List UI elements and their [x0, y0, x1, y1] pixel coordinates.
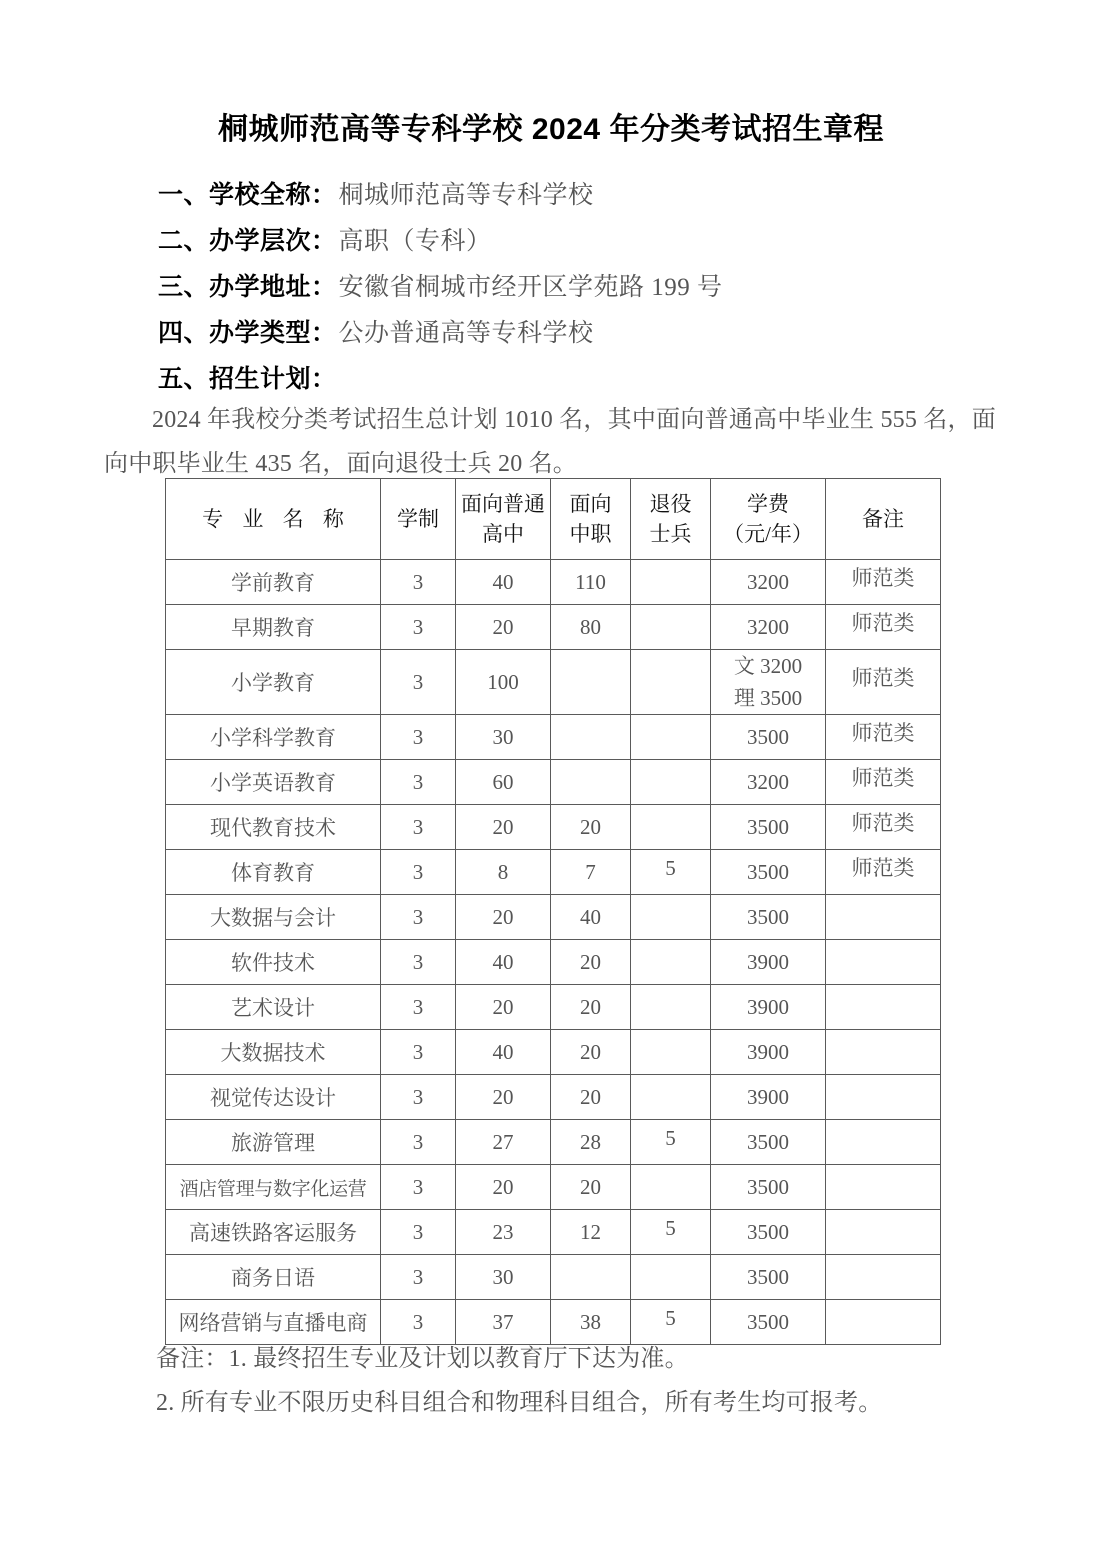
table-row	[166, 760, 941, 805]
table-row	[166, 1075, 941, 1120]
column-header-veteran	[631, 479, 711, 560]
cell-tuition: 3200	[711, 560, 826, 605]
cell-study-length: 3	[381, 560, 456, 605]
cell-veteran-quota	[631, 1255, 711, 1300]
cell-senior-high-quota: 23	[456, 1210, 551, 1255]
table-row	[166, 940, 941, 985]
column-header-senior-high-line2: 高中	[482, 522, 524, 546]
school-info-label: 五、招生计划：	[158, 365, 337, 393]
column-header-major: 专 业 名 称	[166, 479, 381, 560]
cell-veteran-quota	[631, 850, 711, 895]
column-header-veteran-line2: 士兵	[649, 522, 692, 546]
table-row	[166, 985, 941, 1030]
table-row	[166, 1255, 941, 1300]
cell-note	[826, 560, 941, 605]
school-info-value: 高职（专科）	[338, 228, 492, 255]
column-header-tuition-line1: 学费	[747, 492, 789, 516]
cell-note-text: 师范类	[851, 811, 915, 835]
cell-tuition: 3500	[711, 1120, 826, 1165]
school-info-item	[158, 172, 1038, 218]
cell-veteran-quota-text: 5	[665, 1125, 676, 1150]
cell-note	[826, 1075, 941, 1120]
cell-senior-high-quota: 30	[456, 1255, 551, 1300]
cell-senior-high-quota: 20	[456, 1165, 551, 1210]
cell-study-length: 3	[381, 805, 456, 850]
cell-note-text: 师范类	[851, 721, 915, 745]
cell-note-text: 师范类	[851, 766, 915, 790]
cell-tuition: 3900	[711, 985, 826, 1030]
cell-vocational-quota: 110	[551, 560, 631, 605]
table-row	[166, 1210, 941, 1255]
cell-study-length: 3	[381, 1165, 456, 1210]
cell-major-name: 网络营销与直播电商	[166, 1300, 381, 1345]
school-info-list	[158, 172, 1038, 402]
footnote-item: 2. 所有专业不限历史科目组合和物理科目组合，所有考生均可报考。	[156, 1390, 883, 1416]
cell-senior-high-quota: 8	[456, 850, 551, 895]
cell-senior-high-quota: 20	[456, 895, 551, 940]
column-header-length: 学制	[381, 479, 456, 560]
cell-veteran-quota	[631, 805, 711, 850]
cell-vocational-quota: 20	[551, 1165, 631, 1210]
table-row	[166, 650, 941, 715]
cell-vocational-quota: 80	[551, 605, 631, 650]
cell-note	[826, 1030, 941, 1075]
school-info-label: 一、学校全称：	[158, 181, 337, 209]
cell-tuition: 3200	[711, 605, 826, 650]
cell-note-text: 师范类	[851, 666, 915, 690]
table-header	[166, 479, 941, 560]
cell-vocational-quota: 12	[551, 1210, 631, 1255]
cell-vocational-quota	[551, 760, 631, 805]
page-title: 桐城师范高等专科学校 2024 年分类考试招生章程	[218, 113, 884, 146]
column-header-senior-high	[456, 479, 551, 560]
cell-major-name: 小学英语教育	[166, 760, 381, 805]
cell-vocational-quota	[551, 715, 631, 760]
cell-veteran-quota	[631, 1120, 711, 1165]
cell-tuition: 3500	[711, 715, 826, 760]
cell-study-length: 3	[381, 850, 456, 895]
cell-note	[826, 940, 941, 985]
table-row	[166, 605, 941, 650]
cell-major-name: 大数据技术	[166, 1030, 381, 1075]
cell-study-length: 3	[381, 940, 456, 985]
cell-vocational-quota: 20	[551, 985, 631, 1030]
cell-major-name: 旅游管理	[166, 1120, 381, 1165]
cell-vocational-quota: 20	[551, 805, 631, 850]
cell-major-name: 大数据与会计	[166, 895, 381, 940]
column-header-tuition	[711, 479, 826, 560]
cell-tuition: 3500	[711, 895, 826, 940]
table-row	[166, 1165, 941, 1210]
cell-note	[826, 895, 941, 940]
cell-senior-high-quota: 37	[456, 1300, 551, 1345]
cell-study-length: 3	[381, 715, 456, 760]
column-header-tuition-line2: （元/年）	[723, 522, 813, 546]
cell-veteran-quota	[631, 1075, 711, 1120]
cell-note	[826, 715, 941, 760]
cell-tuition: 3500	[711, 1165, 826, 1210]
cell-senior-high-quota: 27	[456, 1120, 551, 1165]
cell-study-length: 3	[381, 1300, 456, 1345]
cell-note	[826, 850, 941, 895]
cell-note	[826, 1165, 941, 1210]
cell-tuition: 3500	[711, 805, 826, 850]
cell-study-length: 3	[381, 985, 456, 1030]
school-info-value: 公办普通高等专科学校	[338, 320, 594, 347]
cell-senior-high-quota: 20	[456, 1075, 551, 1120]
cell-senior-high-quota: 100	[456, 650, 551, 715]
cell-senior-high-quota: 40	[456, 940, 551, 985]
cell-veteran-quota	[631, 605, 711, 650]
cell-major-name: 高速铁路客运服务	[166, 1210, 381, 1255]
school-info-value: 安徽省桐城市经开区学苑路 199 号	[338, 274, 723, 301]
cell-tuition-line1: 文 3200	[733, 654, 803, 678]
cell-major-name: 体育教育	[166, 850, 381, 895]
cell-note	[826, 650, 941, 715]
school-info-label: 二、办学层次：	[158, 227, 337, 255]
footnotes	[156, 1337, 1056, 1425]
cell-veteran-quota-text: 5	[665, 1215, 676, 1240]
cell-senior-high-quota: 20	[456, 605, 551, 650]
cell-tuition: 3900	[711, 940, 826, 985]
cell-veteran-quota-text: 5	[665, 1305, 676, 1330]
cell-note	[826, 985, 941, 1030]
cell-veteran-quota	[631, 715, 711, 760]
table-row	[166, 715, 941, 760]
cell-tuition: 3200	[711, 760, 826, 805]
column-header-note: 备注	[826, 479, 941, 560]
cell-tuition: 3500	[711, 1210, 826, 1255]
cell-major-name: 小学科学教育	[166, 715, 381, 760]
cell-major-name: 软件技术	[166, 940, 381, 985]
table-row	[166, 850, 941, 895]
table-body	[166, 560, 941, 1345]
cell-veteran-quota	[631, 760, 711, 805]
column-header-vocational-line2: 中职	[569, 522, 612, 546]
cell-study-length: 3	[381, 1030, 456, 1075]
school-info-item	[158, 218, 1038, 264]
cell-vocational-quota: 20	[551, 1075, 631, 1120]
cell-study-length: 3	[381, 1210, 456, 1255]
cell-study-length: 3	[381, 1255, 456, 1300]
cell-major-name: 现代教育技术	[166, 805, 381, 850]
enrollment-plan-paragraph: 2024 年我校分类考试招生总计划 1010 名，其中面向普通高中毕业生 555 名，面向中职毕业生 435 名，面向退役士兵 20 名。	[104, 407, 996, 477]
enrollment-plan-table	[165, 478, 941, 1345]
cell-study-length: 3	[381, 650, 456, 715]
cell-vocational-quota: 20	[551, 1030, 631, 1075]
cell-senior-high-quota: 20	[456, 985, 551, 1030]
cell-senior-high-quota: 20	[456, 805, 551, 850]
column-header-vocational	[551, 479, 631, 560]
cell-study-length: 3	[381, 895, 456, 940]
cell-study-length: 3	[381, 605, 456, 650]
cell-note	[826, 1210, 941, 1255]
cell-note	[826, 760, 941, 805]
cell-vocational-quota: 40	[551, 895, 631, 940]
cell-tuition: 3500	[711, 1255, 826, 1300]
cell-vocational-quota	[551, 650, 631, 715]
cell-note-text: 师范类	[851, 611, 915, 635]
column-header-vocational-line1: 面向	[569, 492, 612, 516]
cell-veteran-quota	[631, 940, 711, 985]
cell-vocational-quota: 28	[551, 1120, 631, 1165]
cell-veteran-quota	[631, 650, 711, 715]
cell-major-name: 酒店管理与数字化运营	[166, 1165, 381, 1210]
cell-vocational-quota	[551, 1255, 631, 1300]
cell-note	[826, 605, 941, 650]
cell-major-name: 艺术设计	[166, 985, 381, 1030]
cell-vocational-quota: 38	[551, 1300, 631, 1345]
cell-senior-high-quota: 40	[456, 560, 551, 605]
cell-note	[826, 1120, 941, 1165]
school-info-item	[158, 310, 1038, 356]
cell-veteran-quota	[631, 895, 711, 940]
cell-note-text: 师范类	[851, 566, 915, 590]
table-row	[166, 1120, 941, 1165]
cell-tuition: 3500	[711, 850, 826, 895]
cell-major-name: 早期教育	[166, 605, 381, 650]
cell-veteran-quota	[631, 1165, 711, 1210]
column-header-senior-high-line1: 面向普通	[461, 492, 545, 516]
table-row	[166, 560, 941, 605]
school-info-value: 桐城师范高等专科学校	[338, 182, 594, 209]
footnote-item: 备注：1. 最终招生专业及计划以教育厅下达为准。	[156, 1346, 689, 1372]
cell-tuition-line2: 理 3500	[733, 686, 803, 710]
cell-veteran-quota-text: 5	[665, 855, 676, 880]
cell-veteran-quota	[631, 985, 711, 1030]
cell-veteran-quota	[631, 1210, 711, 1255]
cell-tuition: 3500	[711, 1300, 826, 1345]
table-row	[166, 1030, 941, 1075]
cell-note-text: 师范类	[851, 856, 915, 880]
school-info-label: 三、办学地址：	[158, 273, 337, 301]
cell-major-name: 小学教育	[166, 650, 381, 715]
cell-tuition: 3900	[711, 1075, 826, 1120]
cell-study-length: 3	[381, 1120, 456, 1165]
school-info-item	[158, 264, 1038, 310]
cell-veteran-quota	[631, 1030, 711, 1075]
cell-study-length: 3	[381, 1075, 456, 1120]
school-info-item	[158, 356, 1038, 402]
cell-major-name: 学前教育	[166, 560, 381, 605]
cell-note	[826, 1255, 941, 1300]
cell-tuition	[711, 650, 826, 715]
cell-senior-high-quota: 60	[456, 760, 551, 805]
column-header-veteran-line1: 退役	[649, 492, 692, 516]
cell-tuition: 3900	[711, 1030, 826, 1075]
table-header-row	[166, 479, 941, 560]
cell-veteran-quota	[631, 560, 711, 605]
table-row	[166, 805, 941, 850]
cell-senior-high-quota: 30	[456, 715, 551, 760]
cell-note	[826, 805, 941, 850]
cell-study-length: 3	[381, 760, 456, 805]
cell-major-name: 商务日语	[166, 1255, 381, 1300]
cell-vocational-quota: 20	[551, 940, 631, 985]
cell-vocational-quota: 7	[551, 850, 631, 895]
table-row	[166, 895, 941, 940]
cell-major-name: 视觉传达设计	[166, 1075, 381, 1120]
cell-senior-high-quota: 40	[456, 1030, 551, 1075]
school-info-label: 四、办学类型：	[158, 319, 337, 347]
